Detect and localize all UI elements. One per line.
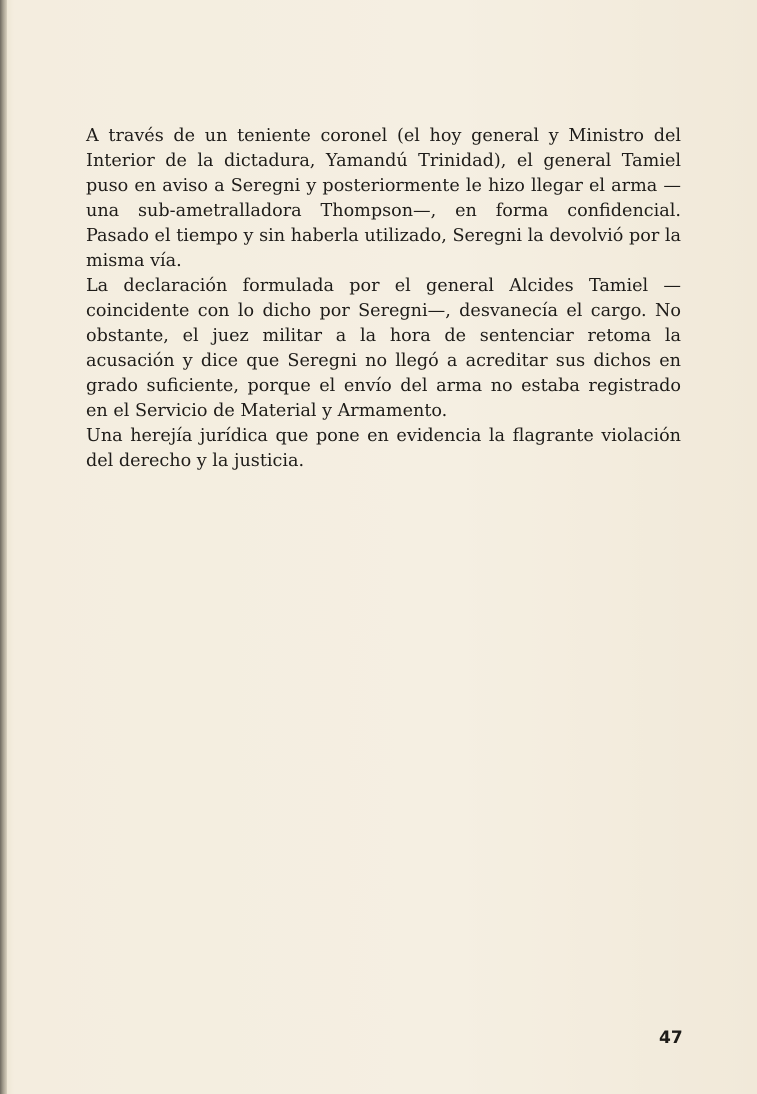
paragraph-2: La declaración formulada por el general Alcides Tamiel —coincidente con lo dicho por Seregni—, desvanecía el cargo. No obstante, el juez militar a la hora de sentenciar retoma la acusación y dice que Seregni no llegó a acreditar sus dichos en grado suficiente, porque el envío del arma no estaba registrado en el Servicio de Material y Armamento. [86,276,681,421]
paragraph-1: A través de un teniente coronel (el hoy general y Ministro del Interior de la dictadura, Yamandú Trinidad), el general Tamiel puso en aviso a Seregni y posteriormente le hizo llegar el arma —una sub-ametralladora Thompson—, en forma confidencial. Pasado el tiempo y sin haberla utilizado, Seregni la devolvió por la misma vía. [86,126,681,271]
page-binding-edge [0,0,7,1094]
body-text [86,124,681,474]
page-number: 47 [659,1028,683,1048]
paragraph-3: Una herejía jurídica que pone en evidencia la flagrante violación del derecho y la justicia. [86,426,681,471]
